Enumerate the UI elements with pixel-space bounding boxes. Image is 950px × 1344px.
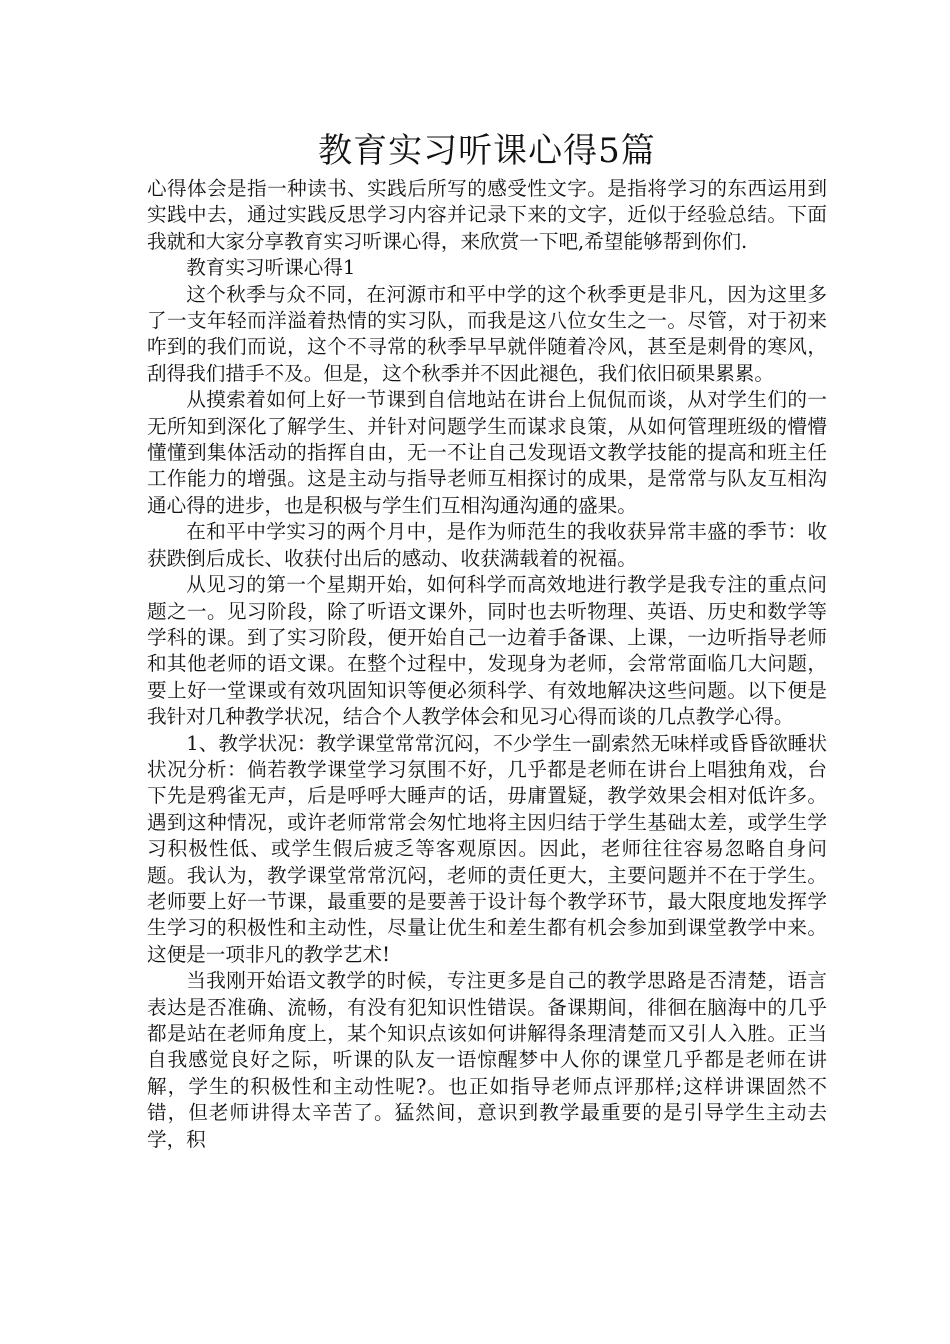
body-paragraph: 在和平中学实习的两个月中，是作为师范生的我收获异常丰盛的季节：收获跌倒后成长、收获付出后的感动、收获满载着的祝福。 bbox=[147, 520, 827, 570]
intro-paragraph: 心得体会是指一种读书、实践后所写的感受性文字。是指将学习的东西运用到实践中去，通过实践反思学习内容并记录下来的文字，近似于经验总结。下面我就和大家分享教育实习听课心得，来欣赏一下吧,希望能够帮到你们. bbox=[147, 177, 827, 253]
body-paragraph: 这个秋季与众不同，在河源市和平中学的这个秋季更是非凡，因为这里多了一支年轻而洋溢着热情的实习队，而我是这八位女生之一。尽管，对于初来咋到的我们而说，这个不寻常的秋季早早就伴随着冷风，甚至是刺骨的寒风，刮得我们措手不及。但是，这个秋季并不因此褪色，我们依旧硕果累累。 bbox=[147, 282, 827, 385]
body-paragraph: 1、教学状况：教学课堂常常沉闷，不少学生一副索然无味样或昏昏欲睡状 状况分析：倘若教学课堂学习氛围不好，几乎都是老师在讲台上唱独角戏，台下先是鸦雀无声，后是呼呼大睡声的话，毋庸置疑，教学效果会相对低许多。遇到这种情况，或许老师常常会匆忙地将主因归结于学生基础太差，或学生学习积极性低、或学生假后疲乏等客观原因。因此，老师往往容易忽略自身问题。我认为，教学课堂常常沉闷，老师的责任更大，主要问题并不在于学生。老师要上好一节课，最重要的是要善于设计每个教学环节，最大限度地发挥学生学习的积极性和主动性，尽量让优生和差生都有机会参加到课堂教学中来。这便是一项非凡的教学艺术! bbox=[147, 731, 827, 966]
document-page bbox=[147, 128, 827, 1153]
document-title: 教育实习听课心得5篇 bbox=[318, 131, 656, 171]
body-paragraph: 当我刚开始语文教学的时候，专注更多是自己的教学思路是否清楚，语言表达是否准确、流畅，有没有犯知识性错误。备课期间，徘徊在脑海中的几乎都是站在老师角度上，某个知识点该如何讲解得条理清楚而又引人入胜。正当自我感觉良好之际，听课的队友一语惊醒梦中人你的课堂几乎都是老师在讲解，学生的积极性和主动性呢?。也正如指导老师点评那样;这样讲课固然不错，但老师讲得太辛苦了。猛然间，意识到教学最重要的是引导学生主动去学，积 bbox=[147, 969, 827, 1151]
body-paragraph: 从摸索着如何上好一节课到自信地站在讲台上侃侃而谈，从对学生们的一无所知到深化了解学生、并针对问题学生而谋求良策，从如何管理班级的懵懵懂懂到集体活动的指挥自由，无一不让自己发现语文教学技能的提高和班主任工作能力的增强。这是主动与指导老师互相探讨的成果，是常常与队友互相沟通心得的进步，也是积极与学生们互相沟通沟通的盛果。 bbox=[147, 388, 827, 517]
section-heading: 教育实习听课心得1 bbox=[186, 256, 356, 280]
body-paragraph: 从见习的第一个星期开始，如何科学而高效地进行教学是我专注的重点问题之一。见习阶段，除了听语文课外，同时也去听物理、英语、历史和数学等学科的课。到了实习阶段，便开始自己一边着手备课、上课，一边听指导老师和其他老师的语文课。在整个过程中，发现身为老师，会常常面临几大问题，要上好一堂课或有效巩固知识等便必须科学、有效地解决这些问题。以下便是我针对几种教学状况，结合个人教学体会和见习心得而谈的几点教学心得。 bbox=[147, 573, 827, 729]
